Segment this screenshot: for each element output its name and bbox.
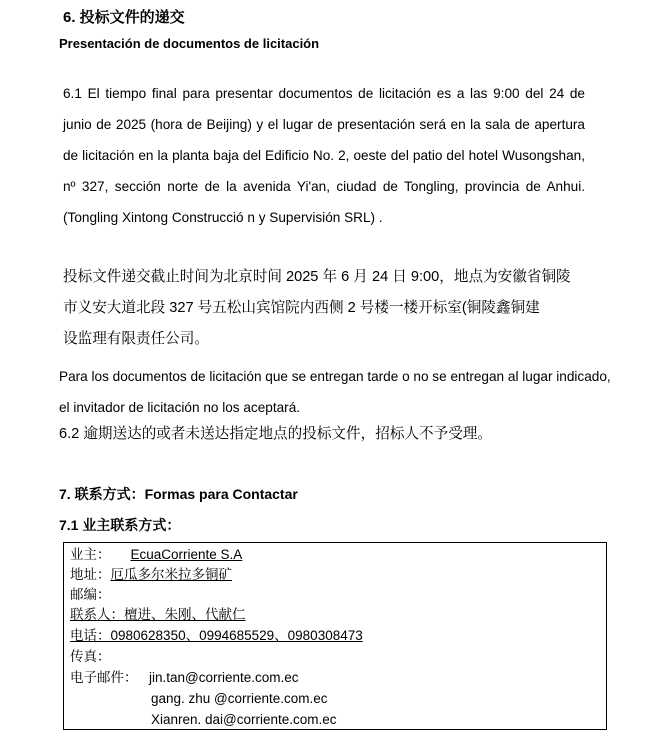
phone-label: 电话： (70, 628, 111, 643)
section-7-1-heading: 7.1 业主联系方式： (59, 517, 181, 533)
paragraph-6-1-chinese-line-1: 投标文件递交截止时间为北京时间 2025 年 6 月 24 日 9:00，地点为安徽省铜陵 (63, 269, 571, 285)
paragraph-6-1-chinese-line-3: 设监理有限责任公司。 (63, 331, 209, 347)
fax-label: 传真： (70, 649, 111, 664)
paragraph-6-1-spanish: 6.1 El tiempo final para presentar documentos de licitación es a las 9:00 del 24 de junio de 2025 (hora de Beijing) y el lugar de presentación será en la sala de apertura de licitación en la planta baja del Edificio No. 2, oeste del patio del hotel Wusongshan, nº 327, sección norte de la avenida Yi'an, ciudad de Tongling, provincia de Anhui. (Tongling Xintong Construcció n y Supervisión SRL) . (63, 86, 585, 225)
phone-value: 0980628350、0994685529、0980308473 (110, 628, 363, 643)
section-6-heading-spanish: Presentación de documentos de licitación (59, 36, 320, 51)
email-1[interactable]: jin.tan@corriente.com.ec (149, 670, 299, 685)
paragraph-6-1-chinese-line-2: 市义安大道北段 327 号五松山宾馆院内西侧 2 号楼一楼开标室(铜陵鑫铜建 (63, 300, 540, 316)
paragraph-6-2-chinese: 6.2 逾期送达的或者未送达指定地点的投标文件，招标人不予受理。 (59, 426, 492, 442)
email-2[interactable]: gang. zhu @corriente.com.ec (151, 691, 328, 706)
postcode-row (70, 585, 111, 605)
owner-contact-box (63, 542, 607, 730)
email-3[interactable]: Xianren. dai@corriente.com.ec (151, 712, 337, 727)
contact-person-row (70, 605, 246, 625)
email-row (70, 668, 138, 688)
contact-person-label: 联系人： (70, 607, 124, 622)
phone-row (70, 626, 363, 646)
fax-row (70, 647, 111, 667)
owner-label: 业主： (70, 547, 111, 562)
owner-value: EcuaCorriente S.A (130, 547, 243, 562)
owner-row (70, 545, 248, 565)
address-label: 地址： (70, 567, 111, 582)
email-label: 电子邮件： (70, 670, 138, 685)
paragraph-6-2-spanish: Para los documentos de licitación que se entregan tarde o no se entregan al lugar indicado, el invitador de licitación no los aceptará. (59, 369, 611, 415)
postcode-label: 邮编： (70, 587, 111, 602)
section-7-heading: 7. 联系方式：Formas para Contactar (59, 486, 298, 502)
section-6-heading: 6. 投标文件的递交 (63, 9, 185, 26)
contact-person-value: 檀进、朱刚、代献仁 (124, 607, 246, 622)
address-value: 厄瓜多尔米拉多铜矿 (110, 567, 232, 582)
address-row (70, 565, 232, 585)
